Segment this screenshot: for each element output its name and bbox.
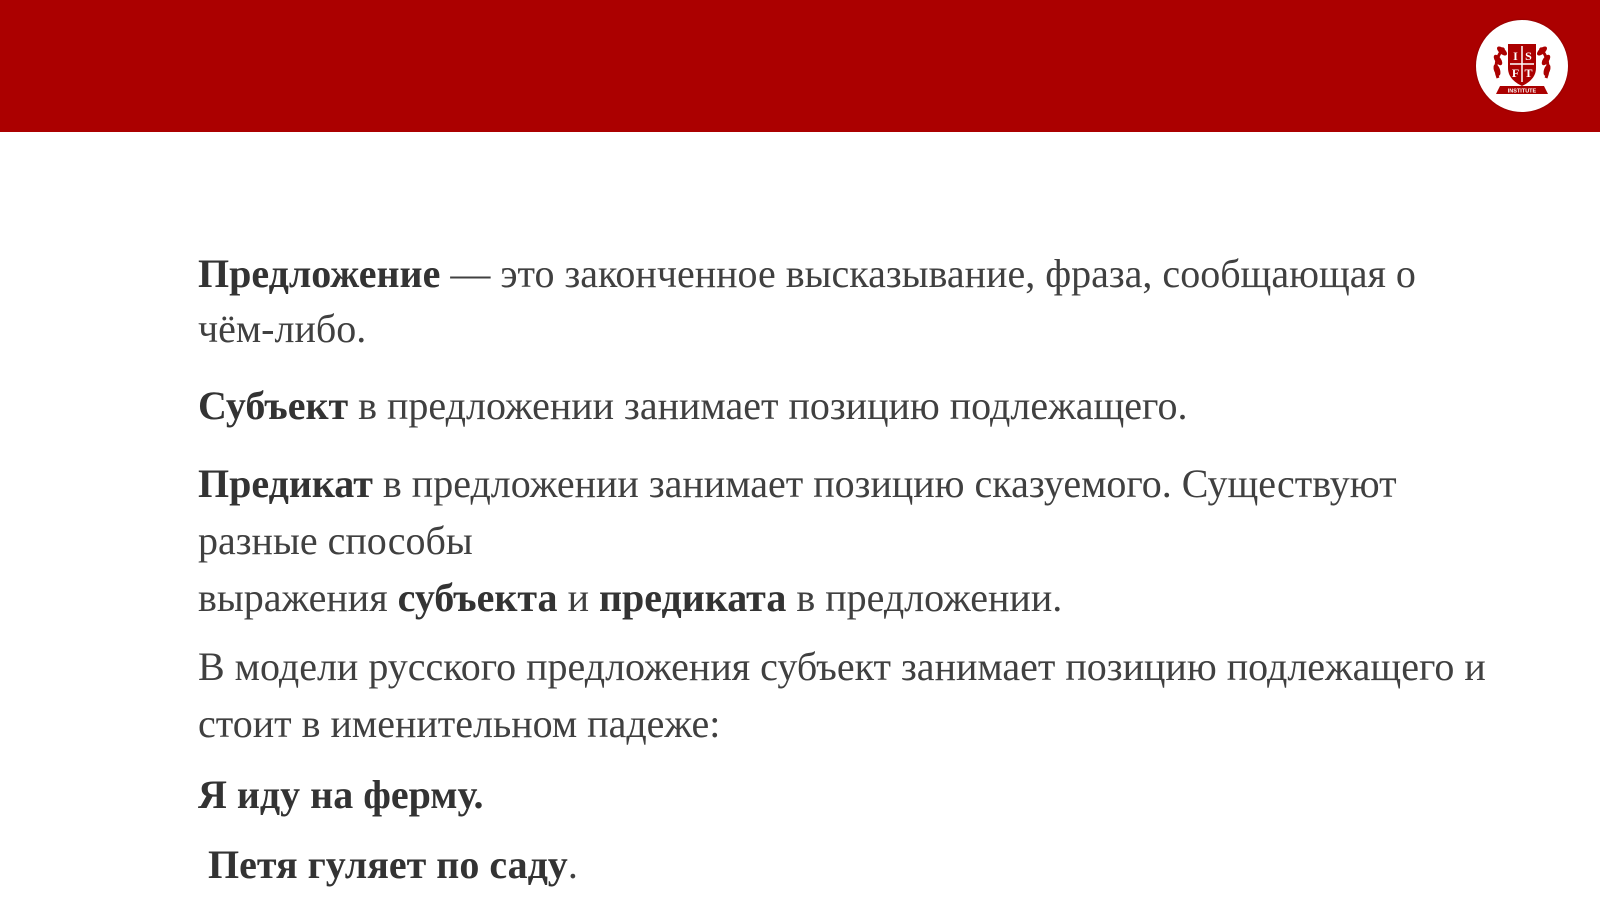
term-subject: Субъект bbox=[198, 383, 349, 428]
logo-ribbon-text: INSTITUTE bbox=[1507, 88, 1537, 95]
term-sentence: Предложение bbox=[198, 251, 441, 296]
logo-text-top-right: S bbox=[1525, 49, 1532, 63]
definition-subject bbox=[198, 378, 1498, 433]
logo-text-bottom-right: T bbox=[1524, 66, 1533, 80]
expression-methods-end: в предложении. bbox=[786, 575, 1063, 620]
definition-predicate bbox=[198, 455, 1498, 626]
definition-subject-text: в предложении занимает позицию подлежащего. bbox=[348, 383, 1188, 428]
example-2-period: . bbox=[567, 842, 578, 887]
conjunction-text: и bbox=[557, 575, 599, 620]
definition-sentence-text: — это законченное высказывание, фраза, сообщающая о чём-либо. bbox=[198, 251, 1416, 351]
slide-body bbox=[198, 246, 1498, 892]
example-1 bbox=[198, 767, 1498, 822]
logo-text-top-left: I bbox=[1513, 49, 1518, 63]
model-description bbox=[198, 638, 1498, 752]
term-subject-genitive: субъекта bbox=[397, 575, 558, 620]
term-predicate-genitive: предиката bbox=[598, 575, 787, 620]
term-predicate: Предикат bbox=[198, 461, 373, 506]
example-1-text: Я иду на ферму. bbox=[198, 772, 484, 817]
definition-predicate-text: в предложении занимает позицию сказуемого. Существуют разные способы bbox=[198, 461, 1397, 563]
isft-institute-logo-icon bbox=[1476, 20, 1568, 112]
logo-text-bottom-left: F bbox=[1511, 66, 1520, 80]
expression-methods-start: выражения bbox=[198, 575, 398, 620]
example-2-text: Петя гуляет по саду bbox=[198, 842, 568, 887]
model-description-text: В модели русского предложения субъект занимает позицию подлежащего и стоит в именительном падеже: bbox=[198, 644, 1486, 746]
definition-sentence bbox=[198, 246, 1498, 356]
example-2 bbox=[198, 837, 1498, 892]
header-band bbox=[0, 0, 1600, 132]
